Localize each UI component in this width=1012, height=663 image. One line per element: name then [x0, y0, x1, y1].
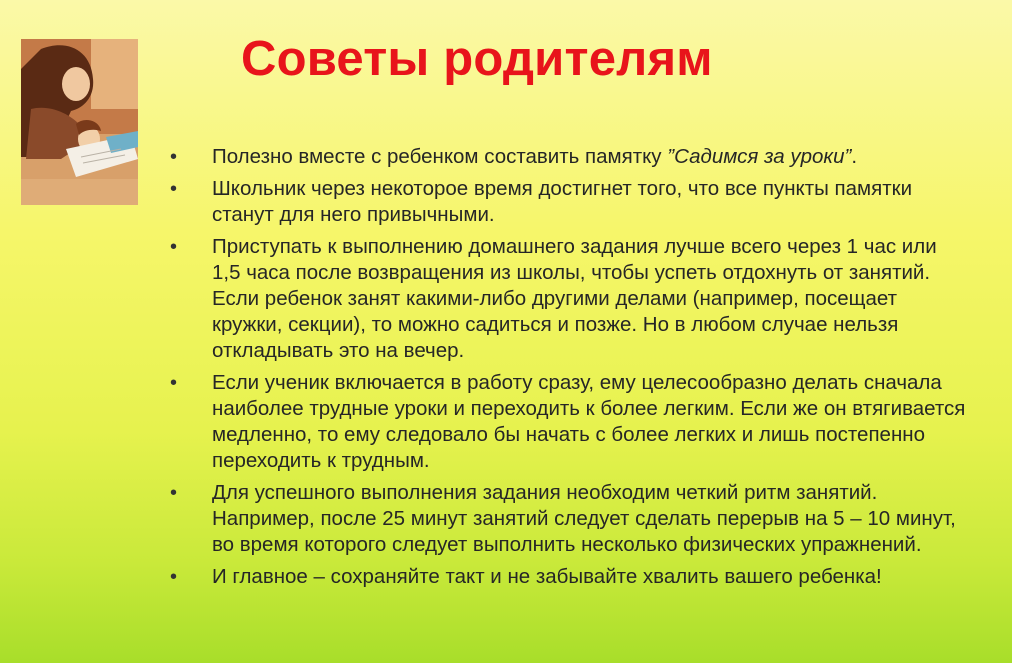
tip-text: И главное – сохраняйте такт и не забывайте хвалить вашего ребенка! — [212, 565, 882, 588]
bullet-icon: • — [170, 566, 178, 588]
tip-text: Школьник через некоторое время достигнет того, что все пункты памятки станут для него привычными. — [212, 177, 913, 226]
list-item — [170, 144, 970, 170]
bullet-icon: • — [170, 236, 178, 258]
list-item — [170, 234, 970, 364]
list-item — [170, 176, 970, 228]
bullet-icon: • — [170, 372, 178, 394]
tip-text: Для успешного выполнения задания необходим четкий ритм занятий. Например, после 25 минут занятий следует сделать перерыв на 5 – 10 минут, во время которого следует выполнить несколько физических упражнений. — [212, 481, 956, 556]
page-title: Советы родителям — [241, 32, 713, 86]
tip-text-end: . — [851, 145, 858, 168]
tip-text: Если ученик включается в работу сразу, ему целесообразно делать сначала наиболее трудные уроки и переходить к более легким. Если же он втягивается медленно, то ему следовало бы начать с более легких и лишь постепенно переходить к трудным. — [212, 371, 966, 472]
tip-text — [212, 144, 970, 170]
photo-illustration — [21, 39, 138, 205]
tips-list — [170, 144, 970, 596]
bullet-icon: • — [170, 178, 178, 200]
list-item — [170, 480, 970, 558]
list-item — [170, 564, 970, 590]
bullet-icon: • — [170, 482, 178, 504]
list-item — [170, 370, 970, 474]
bullet-icon: • — [170, 146, 178, 168]
tip-text: Приступать к выполнению домашнего задания лучше всего через 1 час или 1,5 часа после возвращения из школы, чтобы успеть отдохнуть от занятий. Если ребенок занят какими-либо другими делами (например, посещает кружки, секции), то можно садиться и позже. Но в любом случае нельзя откладывать это на вечер. — [212, 235, 937, 362]
mother-child-homework-photo — [21, 39, 138, 205]
tip-text-italic: ”Садимся за уроки” — [667, 145, 852, 168]
tip-text-plain: Полезно вместе с ребенком составить памятку — [212, 145, 668, 168]
